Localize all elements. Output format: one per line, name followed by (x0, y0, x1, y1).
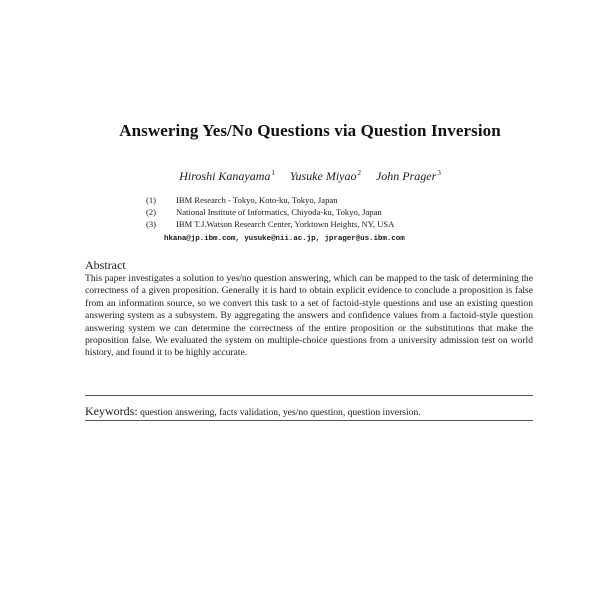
author-name: John Prager (375, 169, 437, 183)
affiliation-mark: 2 (357, 169, 361, 177)
author-2 (290, 169, 361, 183)
author-list (0, 169, 600, 184)
affiliation-mark: 1 (271, 169, 275, 177)
affiliation-text: IBM Research - Tokyo, Koto-ku, Tokyo, Japan (176, 195, 338, 205)
affiliation-mark: 3 (437, 169, 441, 177)
affiliation-number: (3) (146, 219, 157, 229)
author-1 (179, 169, 275, 183)
abstract-heading: Abstract (85, 258, 126, 272)
affiliation-number: (2) (146, 207, 157, 217)
author-emails: hkana@jp.ibm.com, yusuke@nii.ac.jp, jprager@us.ibm.com (164, 235, 405, 243)
keywords-label: Keywords: (85, 404, 138, 418)
divider (85, 420, 533, 421)
affiliation-text: IBM T.J.Watson Research Center, Yorktown Heights, NY, USA (176, 219, 395, 229)
paper-title: Answering Yes/No Questions via Question Inversion (119, 121, 501, 140)
author-3 (376, 169, 441, 183)
affiliation-text: National Institute of Informatics, Chiyoda-ku, Tokyo, Japan (176, 207, 382, 217)
affiliation-2 (146, 206, 526, 218)
affiliation-3 (146, 218, 526, 230)
author-name: Yusuke Miyao (289, 169, 357, 183)
abstract-text: This paper investigates a solution to yes/no question answering, which can be mapped to the task of determining the correctness of a given proposition. Generally it is hard to obtain explicit evidence to conclude a proposition is false from an information source, so we convert this task to a set of factoid-style questions and use an existing question answering system as a subsystem. By aggregating the answers and confidence values from a factoid-style question answering system we can determine the correctness of the entire proposition or the substitutions that make the proposition false. We evaluated the system on multiple-choice questions from a university admission test on world history, and found it to be highly accurate. (85, 273, 533, 359)
affiliation-1 (146, 194, 526, 206)
affiliation-number: (1) (146, 195, 157, 205)
divider (85, 395, 533, 396)
affiliation-list (146, 194, 526, 230)
author-name: Hiroshi Kanayama (179, 169, 271, 183)
keywords-text: question answering, facts validation, yes/no question, question inversion. (140, 407, 421, 418)
keywords-line (85, 404, 533, 419)
